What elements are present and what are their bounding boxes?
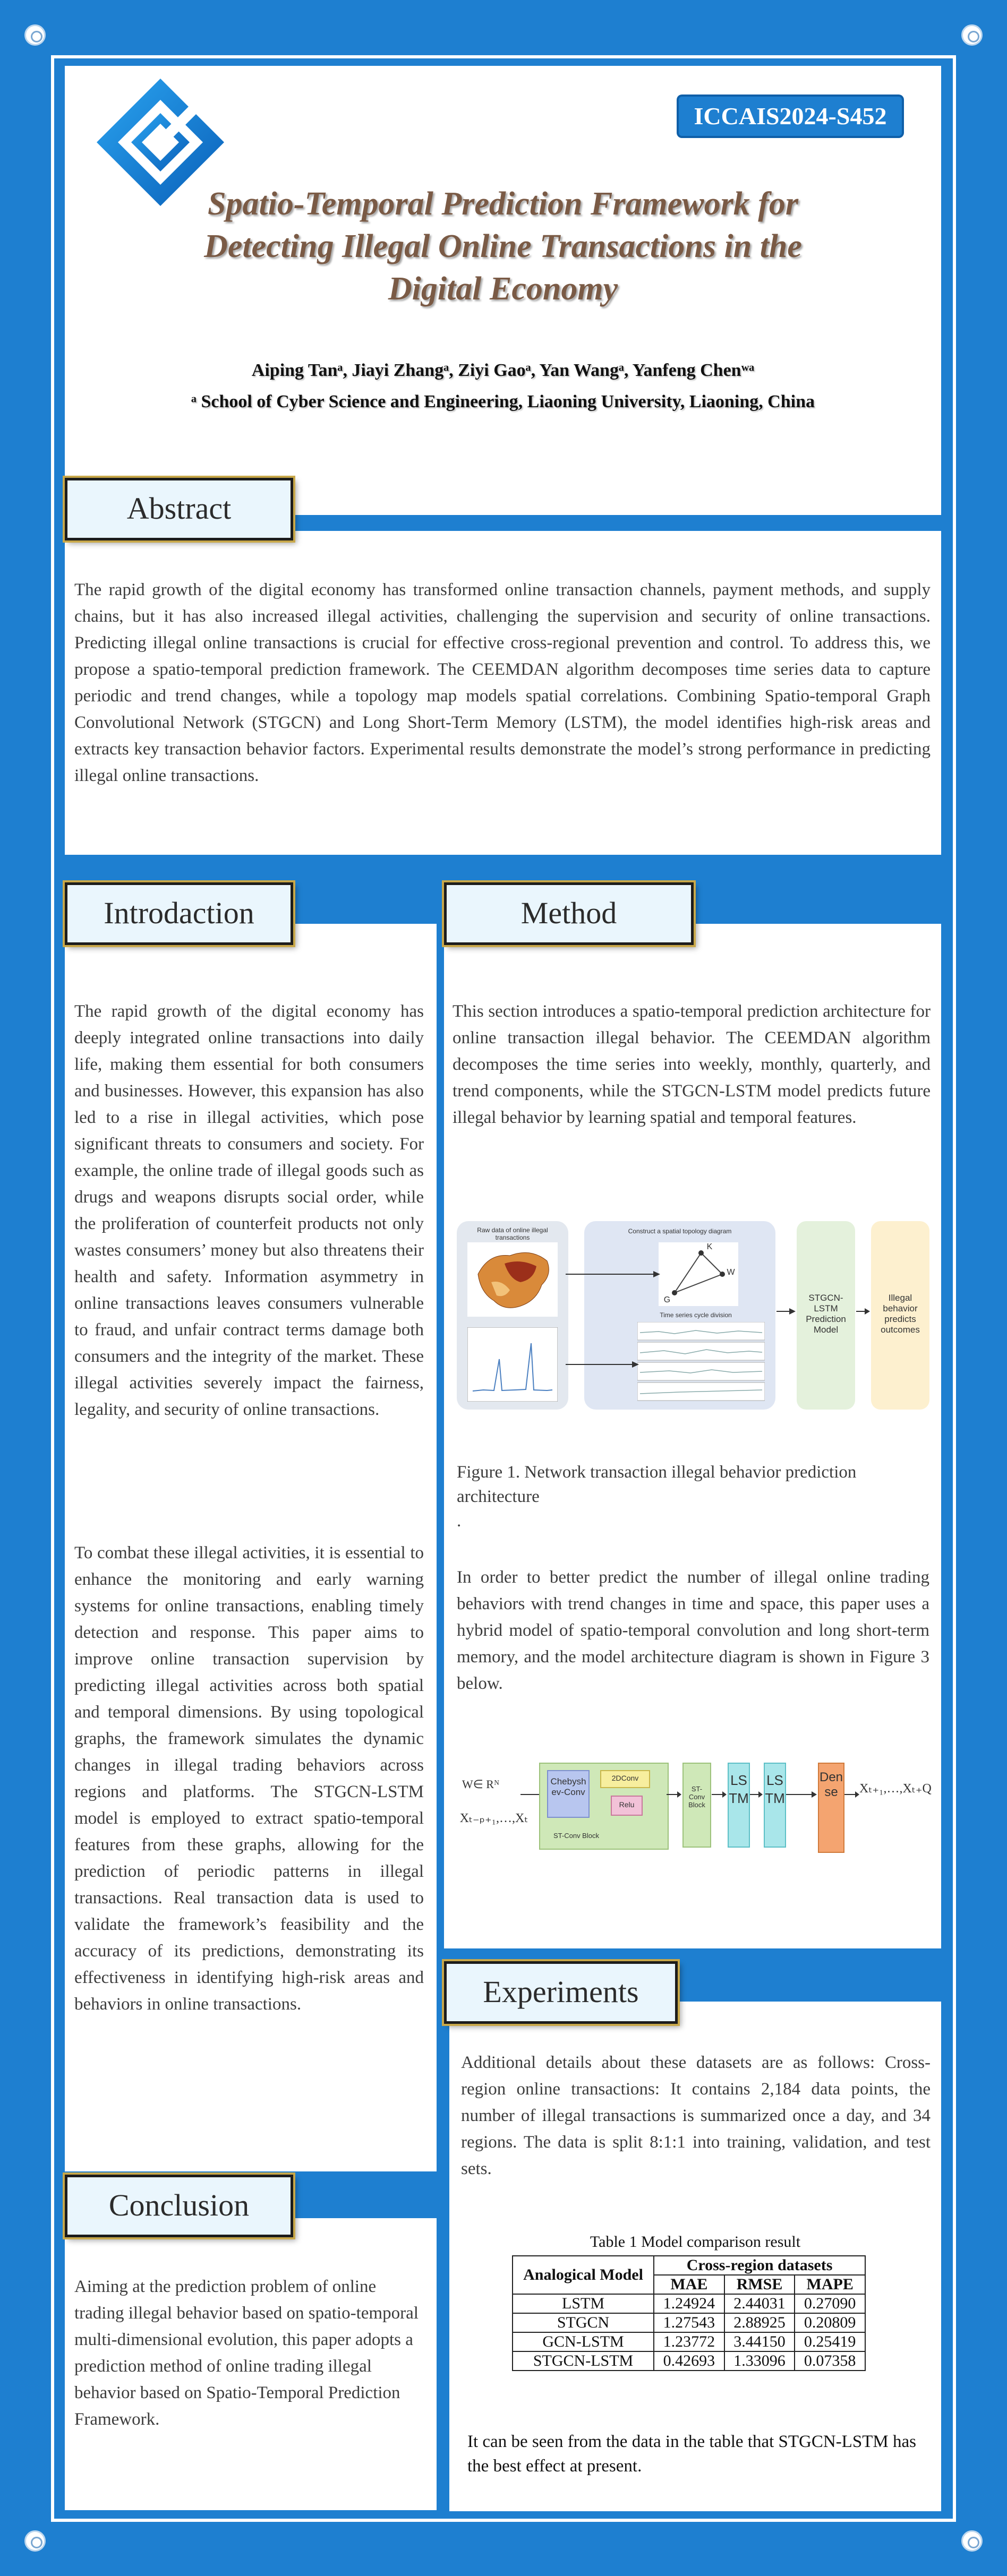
fig1-model-label: STGCN-LSTM Prediction Model	[806, 1293, 846, 1335]
table-row	[513, 2351, 865, 2371]
experiments-paragraph-2: It can be seen from the data in the table that STGCN-LSTM has the best effect at present.	[467, 2432, 916, 2476]
corner-ornament-tr	[961, 24, 983, 46]
fig2-dense: Dense	[818, 1763, 844, 1853]
results-table	[512, 2255, 866, 2371]
fig2-output: Xₜ₊₁,…,Xₜ₊Q	[859, 1782, 932, 1796]
col-model-header: Analogical Model	[513, 2256, 654, 2294]
fig2-input-bottom: Xₜ₋ₚ₊₁,…,Xₜ	[459, 1811, 528, 1825]
table-row	[513, 2294, 865, 2313]
fig2-arrow-2	[667, 1789, 682, 1800]
cell-model: GCN-LSTM	[513, 2332, 654, 2351]
conclusion-heading: Conclusion	[65, 2175, 293, 2237]
fig1-raw-label: Raw data of online illegal transactions	[477, 1226, 548, 1241]
fig2-block1-label: ST-Conv Block	[553, 1832, 599, 1840]
node-g-label: G	[663, 1295, 671, 1304]
header-panel	[65, 66, 941, 515]
fig1-cycle-label: Time series cycle division	[660, 1311, 732, 1319]
fig2-arrow-6	[844, 1789, 860, 1800]
fig1-topo-label: Construct a spatial topology diagram	[628, 1227, 732, 1235]
conference-badge: ICCAIS2024-S452	[679, 97, 902, 136]
cell-rmse: 2.44031	[724, 2294, 795, 2313]
method-paragraph-2: In order to better predict the number of illegal online trading behaviors with trend changes in time and space, this paper uses a hybrid model of spatio-temporal convolution and long short-term memory, and the model architecture diagram is shown in Figure 3 below.	[457, 1568, 929, 1693]
experiments-bar	[675, 1986, 945, 1994]
cell-mape: 0.25419	[795, 2332, 865, 2351]
table-row	[513, 2332, 865, 2351]
col-mae-header: MAE	[654, 2275, 724, 2294]
corner-ornament-bl	[24, 2530, 46, 2552]
corner-ornament-tl	[24, 24, 46, 46]
experiments-panel	[449, 2002, 941, 2511]
fig2-lstm-1: LSTM	[728, 1763, 750, 1848]
table-row	[513, 2313, 865, 2332]
fig2-2dconv: 2DConv	[600, 1770, 650, 1788]
figure-1-dot: .	[457, 1512, 462, 1531]
fig2-chebyshev-conv: Chebysh ev-Conv	[547, 1770, 590, 1818]
cell-rmse: 2.88925	[724, 2313, 795, 2332]
title-line-3: Digital Economy	[388, 271, 618, 307]
cell-mae: 1.23772	[654, 2332, 724, 2351]
abstract-panel	[65, 531, 941, 855]
cell-mae: 1.24924	[654, 2294, 724, 2313]
cell-mape: 0.27090	[795, 2294, 865, 2313]
china-map-icon	[467, 1242, 558, 1317]
abstract-text: The rapid growth of the digital economy has transformed online transaction channels, payment methods, and supply chains, but it has also increased illegal activities, challenging the supervision and security of online transactions. Predicting illegal online transactions is crucial for effective cross-regional prevention and control. To address this, we propose a spatio-temporal prediction framework. The CEEMDAN algorithm decomposes time series data to capture periodic and trend changes, while a topology map models spatial correlations. Combining Spatio-temporal Graph Convolutional Network (STGCN) and Long Short-Term Memory (LSTM), the model identifies high-risk areas and extracts key transaction behavior factors. Experimental results demonstrate the model’s strong performance in predicting illegal online transactions.	[74, 580, 931, 785]
fig2-arrow-3	[712, 1789, 728, 1800]
abstract-heading: Abstract	[65, 478, 293, 540]
fig2-arrow-5	[786, 1789, 818, 1800]
st-conv-block-2: ST-Conv Block	[682, 1763, 711, 1848]
intro-paragraph-1: The rapid growth of the digital economy has deeply integrated online transactions into daily life, making them essential for both consumers and businesses. However, this expansion has also led to a rise in illegal activities, which pose significant threats to consumers and society. For example, the online trade of illegal goods such as drugs and weapons disrupts social order, while the proliferation of counterfeit products not only wastes consumers’ money but also threatens their health and safety. Information asymmetry in online transactions leaves consumers vulnerable to fraud, and unfair contract terms damage both consumers and the integrity of the market. These illegal activities severely impact the fairness, legality, and security of online transactions.	[74, 1002, 424, 1419]
col-mape-header: MAPE	[795, 2275, 865, 2294]
fig1-arrows-left	[566, 1264, 661, 1391]
authors: Aiping Tanᵃ, Jiayi Zhangᵃ, Ziyi Gaoᵃ, Yan Wangᵃ, Yanfeng Chenʷᵃ	[251, 360, 755, 380]
fig1-arrow-to-model	[775, 1306, 797, 1317]
method-paragraph-1: This section introduces a spatio-temporal prediction architecture for online transaction illegal behavior. The CEEMDAN algorithm decomposes the time series into weekly, monthly, quarterly, and trend components, while the STGCN-LSTM model predicts future illegal behavior by learning spatial and temporal features.	[453, 1002, 931, 1127]
table-caption: Table 1 Model comparison result	[590, 2233, 801, 2251]
method-bar	[690, 908, 945, 916]
figure-1-caption: Figure 1. Network transaction illegal behavior prediction architecture	[457, 1463, 857, 1506]
experiments-paragraph-1: Additional details about these datasets are as follows: Cross-region online transactions: It contains 2,184 data points, the number of illegal transactions is summarized once a day, and 34 regions. The data is split 8:1:1 into training, validation, and test sets.	[461, 2053, 931, 2178]
cell-rmse: 3.44150	[724, 2332, 795, 2351]
corner-ornament-br	[961, 2530, 983, 2552]
col-group-header: Cross-region datasets	[654, 2256, 865, 2275]
fig2-arrow-4	[750, 1789, 764, 1800]
conclusion-bar	[287, 2203, 441, 2212]
fig2-input-top: W∈ Rᴺ	[462, 1778, 500, 1791]
node-k-label: K	[706, 1242, 713, 1251]
figure-2	[457, 1757, 932, 1879]
col-rmse-header: RMSE	[724, 2275, 795, 2294]
cell-model: STGCN	[513, 2313, 654, 2332]
title-line-2: Detecting Illegal Online Transactions in the	[204, 228, 802, 264]
fig1-arrow-to-outcome	[855, 1306, 871, 1317]
cell-mape: 0.20809	[795, 2313, 865, 2332]
cell-model: STGCN-LSTM	[513, 2351, 654, 2371]
cell-mape: 0.07358	[795, 2351, 865, 2371]
fig2-relu: Relu	[611, 1796, 643, 1816]
table-header-row	[513, 2256, 865, 2275]
method-heading: Method	[444, 882, 694, 945]
time-series-chart-icon	[467, 1327, 558, 1402]
intro-paragraph-2: To combat these illegal activities, it is essential to enhance the monitoring and early warning systems for online transactions, enabling timely detection and response. This paper aims to improve online transaction supervision by predicting illegal activities across both spatial and temporal dimensions. By using topological graphs, the framework simulates the dynamic changes in illegal trading behaviors across regions and platforms. The STGCN-LSTM model is employed to extract spatio-temporal features from these graphs, allowing for the prediction of periodic patterns in illegal transactions. Real transaction data is used to validate the framework’s feasibility and the accuracy of its predictions, demonstrating its effectiveness in identifying high-risk areas and behaviors in online transactions.	[74, 1543, 424, 2014]
title-line-1: Spatio-Temporal Prediction Framework for	[207, 186, 799, 222]
experiments-heading: Experiments	[444, 1961, 678, 2024]
intro-panel	[65, 924, 437, 2171]
affiliation: ᵃ School of Cyber Science and Engineering, Liaoning University, Liaoning, China	[191, 392, 815, 411]
conclusion-text: Aiming at the prediction problem of online trading illegal behavior based on spatio-temporal multi-dimensional evolution, this paper adopts a prediction method of online trading illegal behavior based on Spatio-Temporal Prediction Framework.	[74, 2277, 419, 2429]
fig1-outcome-label: Illegal behavior predicts outcomes	[881, 1293, 920, 1335]
method-panel	[444, 924, 941, 1948]
abstract-bar	[287, 517, 945, 526]
cell-mae: 0.42693	[654, 2351, 724, 2371]
introduction-heading: Introdaction	[65, 882, 293, 945]
poster-title	[118, 183, 888, 310]
node-w-label: W	[727, 1268, 735, 1277]
cell-model: LSTM	[513, 2294, 654, 2313]
conclusion-panel	[65, 2218, 437, 2510]
intro-bar	[287, 908, 441, 916]
cell-rmse: 1.33096	[724, 2351, 795, 2371]
cell-mae: 1.27543	[654, 2313, 724, 2332]
figure-1	[457, 1221, 929, 1412]
fig2-lstm-2: LSTM	[764, 1763, 786, 1848]
